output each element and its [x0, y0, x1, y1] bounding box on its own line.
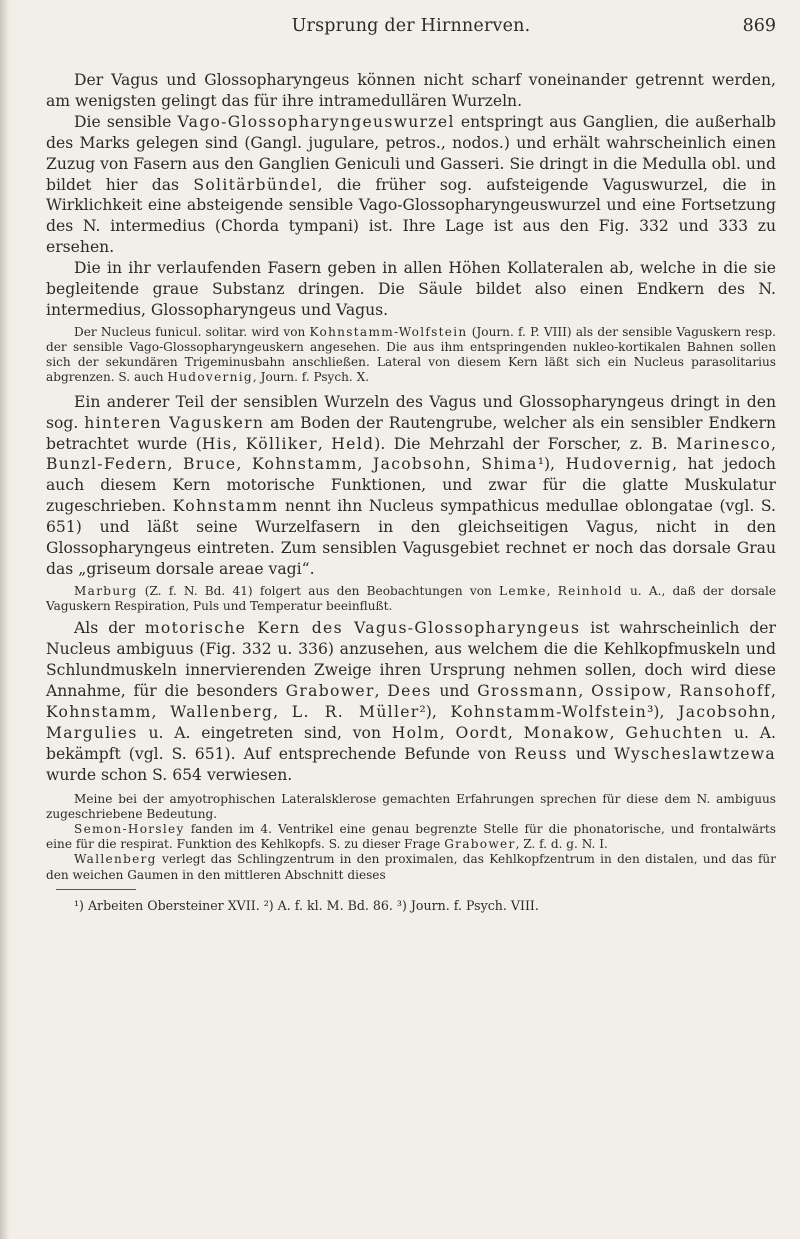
- author-name: Holm: [391, 723, 440, 742]
- text-run: und: [567, 744, 614, 763]
- author-name: Hudovernig: [565, 455, 673, 474]
- author-name: Kohnstamm-Wolfstein: [450, 702, 648, 721]
- author-name: Grabower: [285, 681, 375, 700]
- author-name: Hudovernig: [167, 370, 253, 385]
- small-note-3: Meine bei der amyotrophischen Lateralsklerose gemachten Erfahrungen sprechen für diese dem N. ambiguus zugeschriebene Bedeutung.: [46, 791, 776, 821]
- author-name: Kohnstamm: [46, 702, 152, 721]
- text-run: ,: [666, 681, 680, 700]
- text-run: , hat jedoch auch diesem Kern motorische Funktionen, und zwar für die glatte Muskulatur zugeschrieben.: [46, 455, 776, 516]
- author-name: Marinesco: [676, 434, 772, 453]
- text-run: ,: [771, 434, 776, 453]
- text-run: Der Nucleus funicul. solitar. wird von: [74, 324, 310, 339]
- author-name: Marburg: [74, 583, 138, 598]
- author-name: Ossipow: [591, 681, 667, 700]
- text-run: ,: [609, 723, 626, 742]
- text-run: ,: [771, 681, 776, 700]
- paragraph-2: [46, 112, 776, 258]
- footnote-ref: ³): [647, 702, 660, 721]
- author-name: Kohnstamm: [172, 497, 279, 516]
- text-run: ,: [439, 723, 456, 742]
- footnote-divider: [56, 889, 136, 890]
- footnote-ref: ²): [419, 702, 432, 721]
- author-name: Kohnstamm: [251, 455, 358, 474]
- author-name: Kohnstamm-Wolfstein: [309, 324, 468, 339]
- text-run: fanden im 4. Ventrikel eine genau begrenzte Stelle für die phonatorische, und frontalwärts eine für die respirat. Funktion des Kehlkopfs. S. zu dieser Frage: [46, 821, 776, 852]
- text-run: ,: [659, 702, 679, 721]
- author-name: Grabower: [444, 837, 516, 852]
- text-run: ,: [578, 681, 592, 700]
- text-run: ,: [771, 702, 776, 721]
- text-run: , Z. f. d. g. N. I.: [515, 837, 608, 852]
- text-run: u. A. bekämpft (vgl. S. 651). Auf entsprechende Befunde von: [46, 723, 776, 763]
- text-run: ,: [465, 455, 482, 474]
- running-header: [46, 16, 776, 44]
- author-name: Dees: [387, 681, 432, 700]
- author-name: Jacobsohn: [678, 702, 772, 721]
- page-number: 869: [742, 16, 776, 36]
- footnote-ref: ¹): [537, 455, 551, 474]
- text-run: Ein anderer Teil der sensiblen Wurzeln des Vagus und Glossopharyngeus dringt in den sog.: [46, 392, 776, 432]
- page-edge-shadow: [0, 0, 10, 1239]
- author-name: His: [201, 434, 233, 453]
- text-run: , Journ. f. Psych. X.: [252, 370, 370, 385]
- author-name: L. R. Müller: [291, 702, 420, 721]
- author-name: Grossmann: [477, 681, 579, 700]
- emphasis: Vago-Glossopharyngeuswurzel: [177, 112, 455, 131]
- author-name: Gehuchten: [625, 723, 724, 742]
- author-name: Ransohoff: [679, 681, 772, 700]
- author-name: Reuss: [514, 744, 568, 763]
- running-title: Ursprung der Hirnnerven.: [291, 16, 531, 36]
- text-run: ,: [236, 455, 252, 474]
- author-name: Kölliker: [245, 434, 318, 453]
- footnotes: ¹) Arbeiten Obersteiner XVII. ²) A. f. kl. M. Bd. 86. ³) Journ. f. Psych. VIII.: [74, 897, 539, 913]
- author-name: Held: [331, 434, 375, 453]
- text-run: ,: [507, 723, 524, 742]
- emphasis: Solitärbündel: [193, 175, 318, 194]
- text-run: und: [431, 681, 478, 700]
- paragraph-5: [46, 618, 776, 785]
- text-run: verlegt das Schlingzentrum in den proximalen, das Kehlkopfzentrum in den distalen, und das für den weichen Gaumen in den mittleren Abschnitt dieses: [46, 852, 776, 882]
- author-name: Wyscheslawtzewa: [614, 744, 776, 763]
- small-note-5: [46, 852, 776, 882]
- text-run: ,: [546, 583, 558, 598]
- text-run: ). Die Mehrzahl der Forscher, z. B.: [374, 434, 677, 453]
- author-name: Shima: [481, 455, 538, 474]
- text-run: u. A., daß der dorsale Vaguskern Respiration, Puls und Temperatur beeinflußt.: [46, 583, 776, 614]
- text-run: ,: [167, 455, 184, 474]
- author-name: Semon-Horsley: [74, 821, 185, 836]
- author-name: Wallenberg: [170, 702, 274, 721]
- author-name: Reinhold: [557, 583, 623, 598]
- text-run: u. A. eingetreten sind, von: [137, 723, 392, 742]
- author-name: Margulies: [46, 723, 138, 742]
- author-name: Bunzl-Federn: [46, 455, 168, 474]
- text-run: wurde schon S. 654 verwiesen.: [46, 765, 293, 784]
- text-run: Als der: [74, 619, 145, 638]
- small-note-4: [46, 822, 776, 852]
- text-run: ,: [273, 702, 292, 721]
- paragraph-1: Der Vagus und Glossopharyngeus können nicht scharf voneinander getrennt werden, am wenigsten gelingt das für ihre intramedullären Wurzeln.: [46, 71, 776, 110]
- page-body: [46, 70, 776, 914]
- text-run: ,: [374, 681, 388, 700]
- emphasis: motorische Kern des Vagus-Glossopharyngeus: [144, 619, 581, 638]
- text-run: am Boden der Rautengrube, welcher als ein sensibler Endkern betrachtet wurde (: [46, 413, 776, 453]
- paragraph-3: Die in ihr verlaufenden Fasern geben in allen Höhen Kollateralen ab, welche in die sie begleitende graue Substanz dringen. Die Säule bildet also einen Endkern des N. intermedius, Glossopharyngeus und Vagus.: [46, 259, 776, 319]
- author-name: Lemke: [499, 583, 547, 598]
- text-run: ,: [232, 434, 246, 453]
- author-name: Oordt: [455, 723, 508, 742]
- text-run: ,: [357, 455, 374, 474]
- text-run: ,: [317, 434, 332, 453]
- author-name: Monakow: [523, 723, 610, 742]
- text-run: (Journ. f. P. VIII) als der sensible Vaguskern resp. der sensible Vago-Glossopharyngeuskern angesehen. Die aus ihm entspringenden nukleo-kortikalen Bahnen sollen sich der sekundären Trigeminusbahn anschließen. Lateral von diesem Kern läßt sich ein Nucleus parasolitarius abgrenzen. S. auch: [46, 324, 776, 385]
- small-note-1: [46, 325, 776, 386]
- text-run: entspringt aus Ganglien, die außerhalb des Marks gelegen sind (Gangl. jugulare, petros., nodos.) und erhält wahrscheinlich einen Zuzug von Fasern aus den Ganglien Geniculi und Gasseri. Sie dringt in die Medulla obl. und bildet hier das: [46, 112, 777, 194]
- text-run: ,: [431, 702, 451, 721]
- text-run: Die sensible: [74, 112, 178, 131]
- text-run: (Z. f. N. Bd. 41) folgert aus den Beobachtungen von: [137, 583, 500, 598]
- author-name: Jacobsohn: [373, 455, 466, 474]
- text-run: , die früher sog. aufsteigende Vaguswurzel, die in Wirklichkeit eine absteigende sensible Vago-Glossopharyngeuswurzel und eine Fortsetzung des N. intermedius (Chorda tympani) ist. Ihre Lage ist aus den Fig. 332 und 333 zu ersehen.: [46, 175, 776, 257]
- text-run: nennt ihn Nucleus sympathicus medullae oblongatae (vgl. S. 651) und läßt seine Wurzelfasern in den gleichseitigen Vagus, nicht in den Glossopharyngeus eintreten. Zum sensiblen Vagusgebiet rechnet er noch das dorsale Grau das „griseum dorsale areae vagi“.: [46, 497, 776, 578]
- text-run: ,: [550, 455, 566, 474]
- text-run: ist wahrscheinlich der Nucleus ambiguus (Fig. 332 u. 336) anzusehen, aus welchem die die Kehlkopfmuskeln und Schlundmuskeln innervierenden Zweige ihren Ursprung nehmen sollen, doch wird diese Annahme, für die besonders: [46, 619, 776, 700]
- text-run: ,: [151, 702, 171, 721]
- author-name: Bruce: [183, 455, 237, 474]
- emphasis: hinteren Vaguskern: [84, 413, 265, 432]
- paragraph-4: [46, 392, 776, 580]
- author-name: Wallenberg: [74, 852, 157, 867]
- small-note-2: [46, 584, 776, 614]
